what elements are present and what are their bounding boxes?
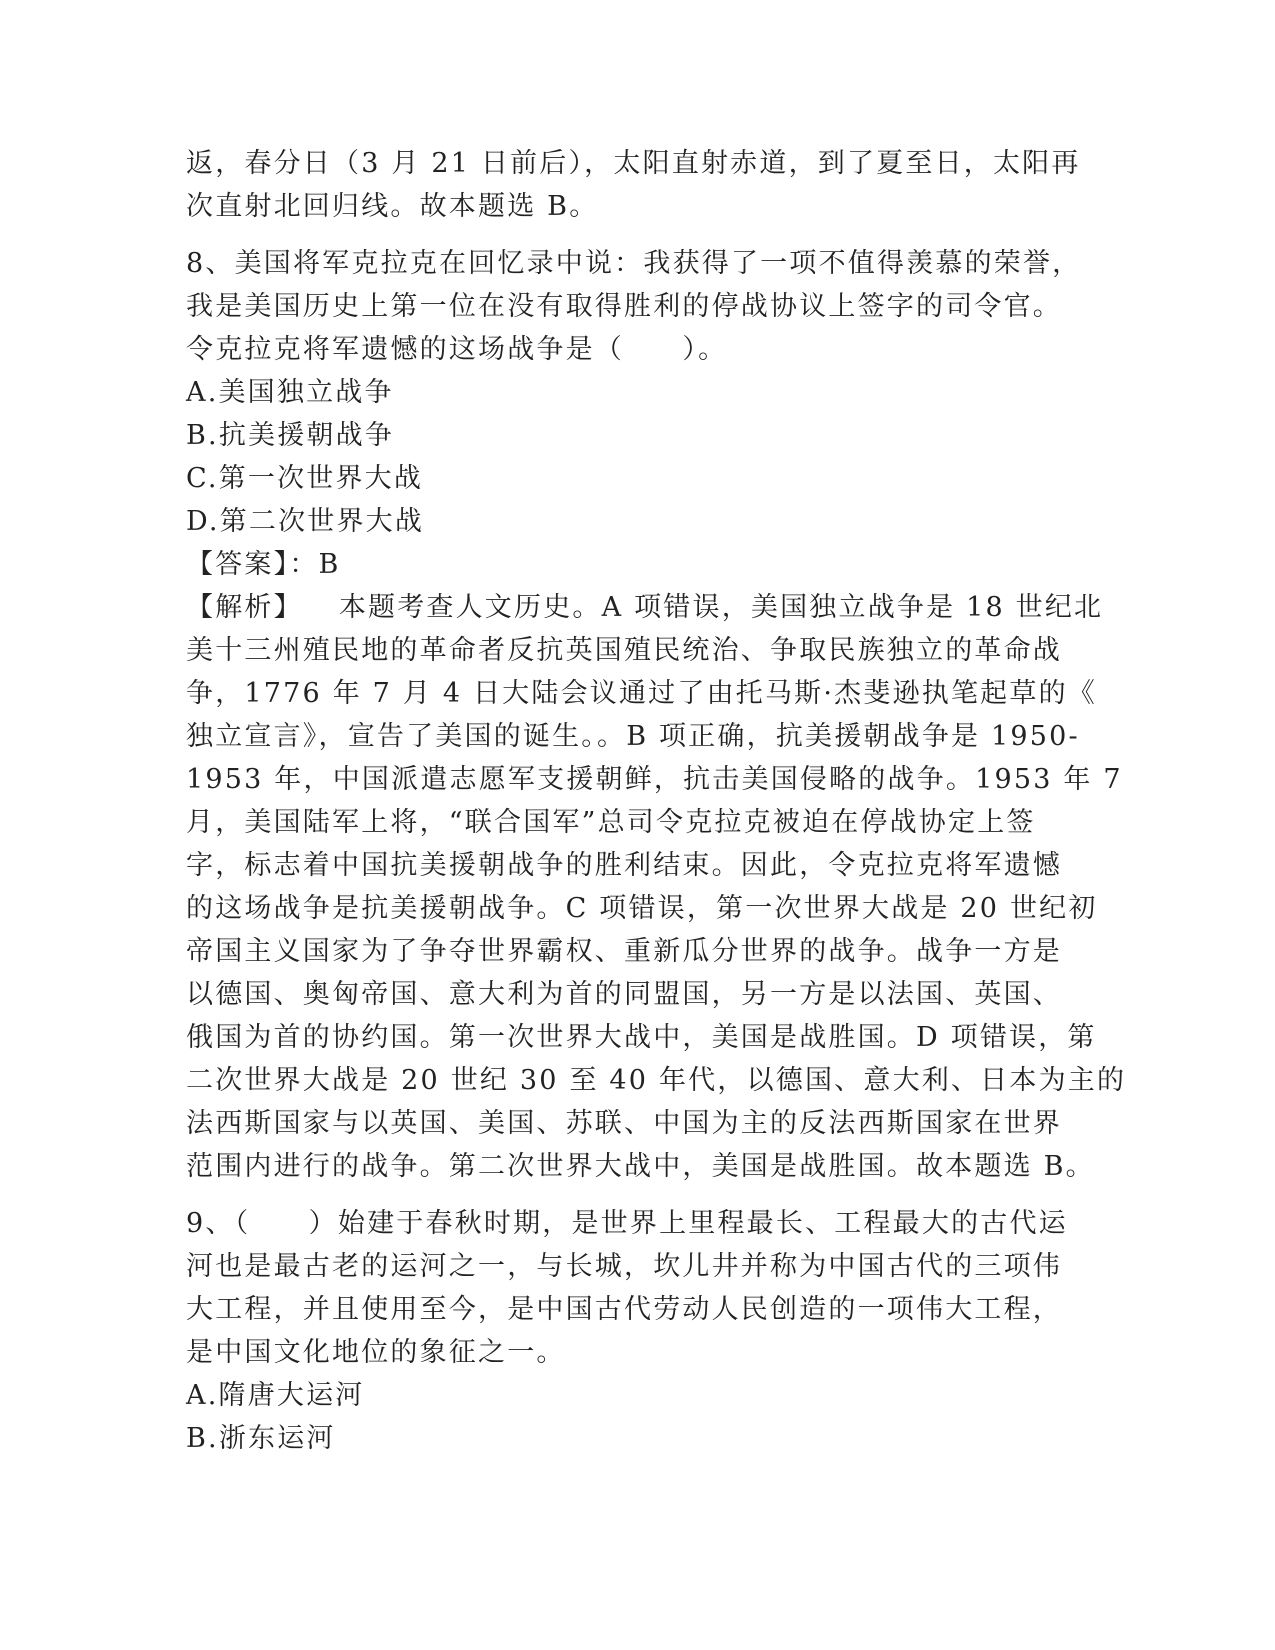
question-8 (186, 242, 1127, 1188)
option-d: D.第二次世界大战 (186, 506, 425, 537)
previous-explanation-tail (186, 142, 1086, 228)
answer-line (186, 543, 1086, 586)
question-stem-line: 我是美国历史上第一位在没有取得胜利的停战协议上签字的司令官。 (186, 291, 1062, 322)
question-stem-line: 8、美国将军克拉克在回忆录中说：我获得了一项不值得羡慕的荣誉， (186, 248, 1082, 279)
text-line: 返，春分日（3 月 21 日前后），太阳直射赤道，到了夏至日，太阳再 (186, 148, 1081, 179)
question-stem-line: 令克拉克将军遗憾的这场战争是（ ）。 (186, 334, 728, 365)
question-stem-line: 9、（ ）始建于春秋时期，是世界上里程最长、工程最大的古代运 (186, 1208, 1068, 1239)
analysis-line: 俄国为首的协约国。第一次世界大战中，美国是战胜国。D 项错误，第 (186, 1022, 1097, 1053)
answer-value: ：B (289, 549, 341, 580)
analysis-line: 月，美国陆军上将，“联合国军”总司令克拉克被迫在停战协定上签 (186, 807, 1036, 838)
option-b: B.浙东运河 (186, 1423, 336, 1454)
question-stem-line: 是中国文化地位的象征之一。 (186, 1337, 566, 1368)
analysis-line: 范围内进行的战争。第二次世界大战中，美国是战胜国。故本题选 B。 (186, 1151, 1095, 1182)
answer-label: 【答案】 (186, 549, 290, 580)
analysis-line: 二次世界大战是 20 世纪 30 至 40 年代，以德国、意大利、日本为主的 (186, 1065, 1127, 1096)
analysis-line: 法西斯国家与以英国、美国、苏联、中国为主的反法西斯国家在世界 (186, 1108, 1062, 1139)
option-c: C.第一次世界大战 (186, 463, 424, 494)
analysis-line: 美十三州殖民地的革命者反抗英国殖民统治、争取民族独立的革命战 (186, 635, 1062, 666)
option-a: A.美国独立战争 (186, 377, 394, 408)
analysis-line: 以德国、奥匈帝国、意大利为首的同盟国，另一方是以法国、英国、 (186, 979, 1062, 1010)
text-line: 次直射北回归线。故本题选 B。 (186, 191, 599, 222)
question-9 (186, 1202, 1086, 1460)
analysis-line: 字，标志着中国抗美援朝战争的胜利结束。因此，令克拉克将军遗憾 (186, 850, 1062, 881)
analysis-line: 帝国主义国家为了争夺世界霸权、重新瓜分世界的战争。战争一方是 (186, 936, 1062, 967)
analysis-line: 1953 年，中国派遣志愿军支援朝鲜，抗击美国侵略的战争。1953 年 7 (186, 764, 1123, 795)
document-page (186, 142, 1127, 1460)
analysis-line (186, 586, 1104, 629)
option-a: A.隋唐大运河 (186, 1380, 365, 1411)
analysis-line: 的这场战争是抗美援朝战争。C 项错误，第一次世界大战是 20 世纪初 (186, 893, 1098, 924)
option-b: B.抗美援朝战争 (186, 420, 395, 451)
analysis-line: 独立宣言》，宣告了美国的诞生。。B 项正确，抗美援朝战争是 1950- (186, 721, 1080, 752)
analysis-label: 【解析】 (186, 592, 303, 623)
question-stem-line: 河也是最古老的运河之一，与长城，坎儿井并称为中国古代的三项伟 (186, 1251, 1062, 1282)
analysis-text: 本题考查人文历史。A 项错误，美国独立战争是 18 世纪北 (338, 592, 1104, 623)
analysis-line: 争，1776 年 7 月 4 日大陆会议通过了由托马斯·杰斐逊执笔起草的《 (186, 678, 1097, 709)
question-stem-line: 大工程，并且使用至今，是中国古代劳动人民创造的一项伟大工程， (186, 1294, 1062, 1325)
